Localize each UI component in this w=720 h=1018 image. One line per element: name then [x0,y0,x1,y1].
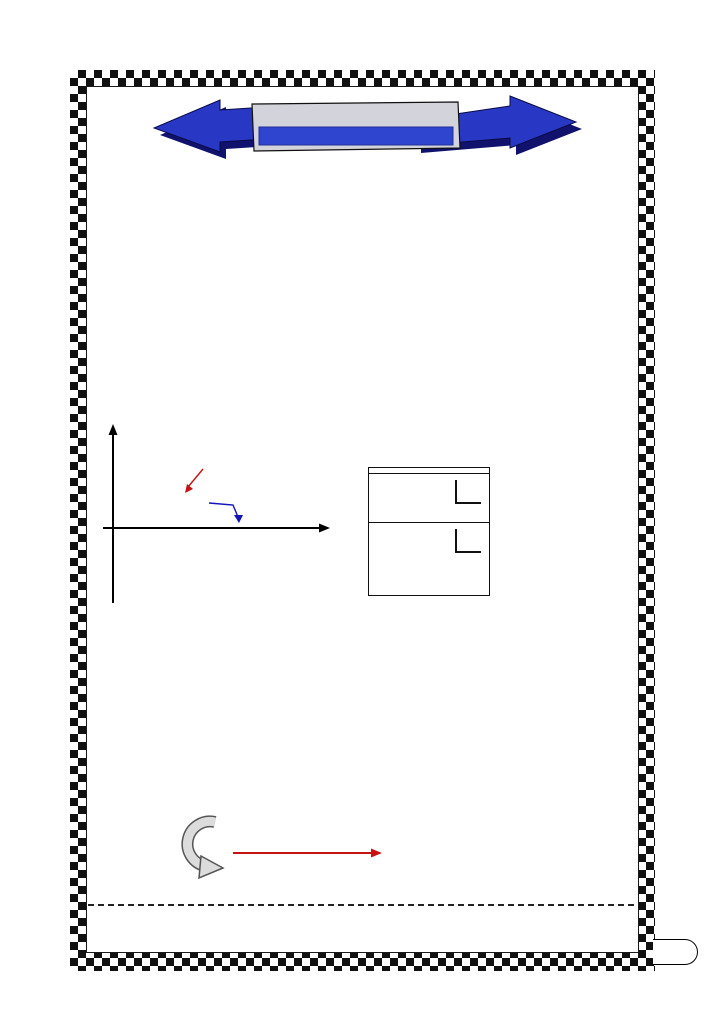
scale-F-bracket-icon [455,480,481,504]
scale-F-time-unit [469,503,479,504]
scale-x-time-unit [469,552,479,553]
figure1-scale-box [368,467,490,596]
scale-x-bracket-icon [455,529,481,553]
x-axis-arrowhead [319,524,330,533]
kxm-vector-arrowhead [371,849,382,858]
curve2-leader-line [188,469,203,487]
exercise-heading [80,169,86,188]
rotation-arrowhead [199,856,223,878]
figure1-graph [95,416,345,616]
frac-den [471,503,475,504]
title-banner [140,92,590,164]
curve1-leader-arrowhead [234,515,243,523]
answers-divider [88,904,634,906]
scale-row-F [369,474,489,522]
figure2-fresnel-construction [175,812,405,894]
y-axis-arrowhead [109,424,118,435]
page-number-tab [653,939,698,965]
scale-row-x [369,522,489,571]
curve1-leader-line [209,503,238,517]
answers-block [74,909,634,931]
frac-den [471,552,475,553]
banner-strip [259,127,453,145]
